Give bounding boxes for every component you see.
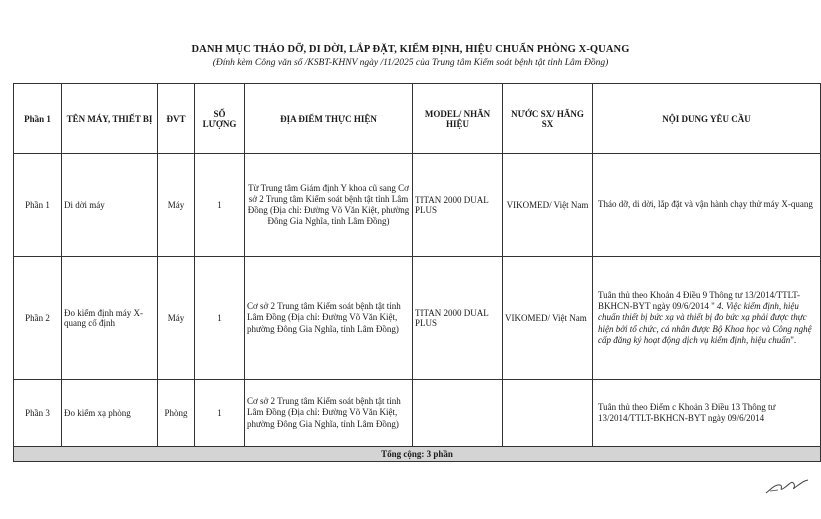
cell-requirements	[593, 257, 821, 380]
cell-unit: Máy	[158, 154, 195, 257]
cell-model	[413, 380, 503, 447]
requirements-end: ".	[790, 334, 797, 345]
header-model: MODEL/ NHÃN HIỆU	[413, 84, 503, 154]
cell-model: TITAN 2000 DUAL PLUS	[413, 154, 503, 257]
cell-unit: Máy	[158, 257, 195, 380]
cell-location: Cơ sở 2 Trung tâm Kiểm soát bệnh tật tỉnh Lâm Đồng (Địa chỉ: Đường Võ Văn Kiệt, phường Đông Gia Nghĩa, tỉnh Lâm Đồng)	[245, 380, 413, 447]
requirements-quote: 4. Việc kiểm định, hiệu chuẩn thiết bị bức xạ và thiết bị đo bức xạ phải được thực hiện bởi tổ chức, cá nhân được Bộ Khoa học và Công nghệ cấp đăng ký hoạt động dịch vụ kiểm định, hiệu chuẩn	[598, 301, 812, 345]
table-row	[14, 380, 821, 447]
header-quantity: SỐ LƯỢNG	[195, 84, 245, 154]
table-row	[14, 257, 821, 380]
cell-origin: VIKOMED/ Việt Nam	[503, 154, 593, 257]
cell-model: TITAN 2000 DUAL PLUS	[413, 257, 503, 380]
cell-unit: Phòng	[158, 380, 195, 447]
cell-part: Phần 1	[14, 154, 62, 257]
table-total-row	[14, 447, 821, 462]
cell-quantity: 1	[195, 380, 245, 447]
cell-equipment: Đo kiểm xạ phòng	[62, 380, 158, 447]
cell-requirements: Tháo dỡ, di dời, lắp đặt và vận hành chạy thử máy X-quang	[593, 154, 821, 257]
header-unit: ĐVT	[158, 84, 195, 154]
cell-part: Phần 2	[14, 257, 62, 380]
cell-equipment: Di dời máy	[62, 154, 158, 257]
signature	[764, 476, 810, 496]
cell-origin	[503, 380, 593, 447]
cell-equipment: Đo kiểm định máy X-quang cố định	[62, 257, 158, 380]
header-equipment: TÊN MÁY, THIẾT BỊ	[62, 84, 158, 154]
header-origin: NƯỚC SX/ HÃNG SX	[503, 84, 593, 154]
cell-quantity: 1	[195, 154, 245, 257]
table-header-row	[14, 84, 821, 154]
total-label: Tổng cộng: 3 phần	[14, 447, 821, 462]
cell-requirements: Tuân thủ theo Điểm c Khoản 3 Điều 13 Thông tư 13/2014/TTLT-BKHCN-BYT ngày 09/6/2014	[593, 380, 821, 447]
equipment-table	[13, 83, 821, 462]
header-requirements: NỘI DUNG YÊU CẦU	[593, 84, 821, 154]
table-row	[14, 154, 821, 257]
header-part: Phần 1	[14, 84, 62, 154]
document-subtitle: (Đính kèm Công văn số /KSBT-KHNV ngày /11/2025 của Trung tâm Kiểm soát bệnh tật tỉnh Lâm Đồng)	[212, 58, 609, 68]
requirements-text: Tuân thủ theo Khoản 4 Điều 9 Thông tư 13/2014/TTLT-BKHCN-BYT ngày 09/6/2014 "	[598, 289, 800, 312]
header-location: ĐỊA ĐIỂM THỰC HIỆN	[245, 84, 413, 154]
cell-location: Cơ sở 2 Trung tâm Kiểm soát bệnh tật tỉnh Lâm Đồng (Địa chỉ: Đường Võ Văn Kiệt, phường Đông Gia Nghĩa, tỉnh Lâm Đồng)	[245, 257, 413, 380]
cell-origin: VIKOMED/ Việt Nam	[503, 257, 593, 380]
cell-quantity: 1	[195, 257, 245, 380]
cell-part: Phần 3	[14, 380, 62, 447]
cell-location: Từ Trung tâm Giám định Y khoa cũ sang Cơ sở 2 Trung tâm Kiểm soát bệnh tật tỉnh Lâm Đồng (Địa chỉ: Đường Võ Văn Kiệt, phường Đông Gia Nghĩa, tỉnh Lâm Đồng)	[245, 154, 413, 257]
document-title: DANH MỤC THÁO DỠ, DI DỜI, LẮP ĐẶT, KIỂM ĐỊNH, HIỆU CHUẨN PHÒNG X-QUANG	[191, 44, 630, 55]
